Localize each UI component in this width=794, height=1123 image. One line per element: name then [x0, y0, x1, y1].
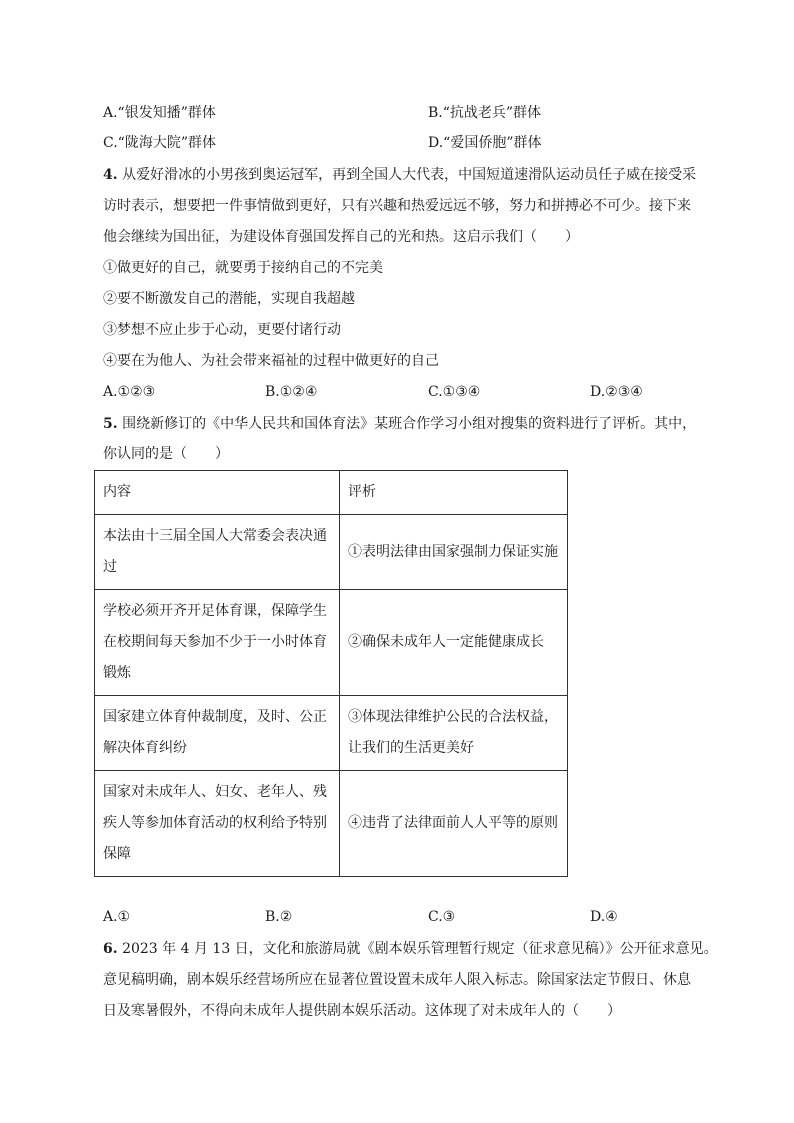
- table-row: [95, 696, 568, 771]
- table-cell-content: [95, 590, 340, 696]
- table-cell-comment: [340, 590, 568, 696]
- cell-line: 保障: [103, 846, 131, 862]
- q3-option-c: C.“陇海大院”群体: [103, 135, 216, 151]
- cell-line: 学校必须开齐开足体育课，保障学生: [103, 603, 327, 619]
- q3-option-d: D.“爱国侨胞”群体: [428, 135, 542, 151]
- q5-option-a: A.①: [103, 909, 131, 925]
- table-header-row: [95, 471, 568, 515]
- q4-number: 4.: [103, 167, 118, 183]
- q5-option-c: C.③: [428, 909, 456, 925]
- q5-stem-line-2: 你认同的是（ ）: [103, 446, 229, 462]
- cell-line: 锻炼: [103, 665, 131, 681]
- cell-line: ②确保未成年人一定能健康成长: [348, 634, 544, 650]
- table-row: [95, 771, 568, 877]
- q3-option-b: B.“抗战老兵”群体: [428, 105, 542, 121]
- table-cell-comment: [340, 696, 568, 771]
- q4-option-d: D.②③④: [590, 384, 643, 400]
- cell-line: ①表明法律由国家强制力保证实施: [348, 543, 558, 560]
- table-header-content: 内容: [95, 471, 340, 515]
- cell-line: 让我们的生活更美好: [348, 740, 474, 756]
- q6-stem-line-3: 日及寒暑假外，不得向未成年人提供剧本娱乐活动。这体现了对未成年人的（ ）: [103, 1003, 621, 1019]
- table-cell-comment: [340, 515, 568, 590]
- q5-option-b: B.②: [265, 909, 293, 925]
- table-cell-comment: [340, 771, 568, 877]
- q6-number: 6.: [103, 941, 118, 957]
- q5-stem-line-1: [103, 414, 696, 434]
- q6-stem-text-1: 2023 年 4 月 13 日，文化和旅游局就《剧本娱乐管理暂行规定（征求意见稿）》公开征求意见。: [122, 941, 718, 957]
- cell-line: 在校期间每天参加不少于一小时体育: [103, 634, 327, 650]
- table-cell-content: [95, 515, 340, 590]
- cell-line: 国家建立体育仲裁制度，及时、公正: [103, 709, 327, 725]
- q4-stem-line-1: [103, 165, 696, 185]
- q4-statement-3: ③梦想不应止步于心动，更要付诸行动: [103, 322, 341, 338]
- cell-line: ③体现法律维护公民的合法权益，: [348, 709, 558, 725]
- q5-stem-text-1: 围绕新修订的《中华人民共和国体育法》某班合作学习小组对搜集的资料进行了评析。其中，: [122, 416, 697, 432]
- q4-stem-text-1: 从爱好滑冰的小男孩到奥运冠军，再到全国人大代表，中国短道速滑队运动员任子威在接受采: [122, 167, 697, 183]
- q5-table: [94, 470, 568, 877]
- q6-stem-line-1: [103, 939, 718, 959]
- table-row: [95, 590, 568, 696]
- q5-option-d: D.④: [590, 909, 618, 925]
- cell-line: 过: [103, 559, 117, 575]
- cell-line: 国家对未成年人、妇女、老年人、残: [103, 784, 327, 800]
- q4-option-b: B.①②④: [265, 384, 318, 400]
- cell-line: 疾人等参加体育活动的权利给予特别: [103, 815, 327, 831]
- q3-option-a: A.“银发知播”群体: [103, 105, 216, 121]
- q4-statement-4: ④要在为他人、为社会带来福祉的过程中做更好的自己: [103, 353, 439, 369]
- table-row: [95, 515, 568, 590]
- table-cell-content: [95, 771, 340, 877]
- q4-stem-line-2: 访时表示，想要把一件事情做到更好，只有兴趣和热爱远远不够，努力和拼搏必不可少。接下来: [103, 198, 691, 214]
- q4-statement-2: ②要不断激发自己的潜能，实现自我超越: [103, 291, 355, 307]
- q6-stem-line-2: 意见稿明确，剧本娱乐经营场所应在显著位置设置未成年人限入标志。除国家法定节假日、休息: [103, 972, 691, 988]
- q4-option-c: C.①③④: [428, 384, 481, 400]
- q5-number: 5.: [103, 416, 118, 432]
- q4-stem-line-3: 他会继续为国出征，为建设体育强国发挥自己的光和热。这启示我们（ ）: [103, 229, 579, 245]
- q4-option-a: A.①②③: [103, 384, 156, 400]
- table-header-comment: 评析: [340, 471, 568, 515]
- cell-line: ④违背了法律面前人人平等的原则: [348, 815, 558, 831]
- q4-statement-1: ①做更好的自己，就要勇于接纳自己的不完美: [103, 260, 383, 276]
- cell-line: 本法由十三届全国人大常委会表决通: [103, 528, 327, 544]
- cell-line: 解决体育纠纷: [103, 740, 187, 756]
- table-cell-content: [95, 696, 340, 771]
